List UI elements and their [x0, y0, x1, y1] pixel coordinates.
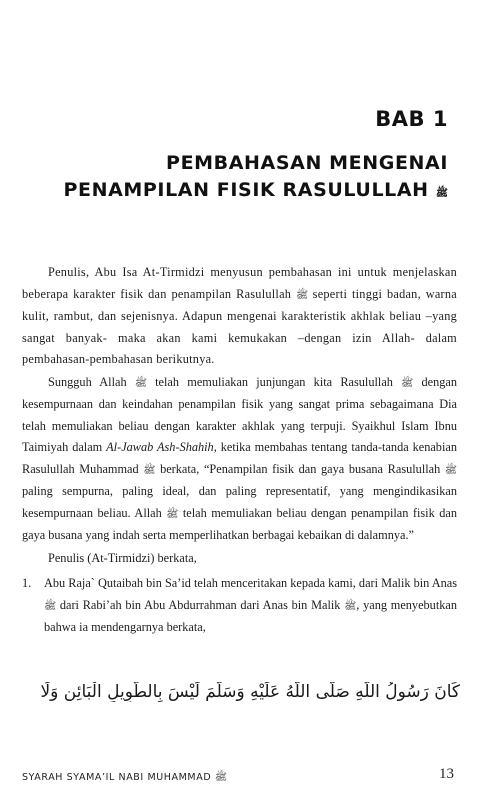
list-item-text-b: dari Rabi’ah bin Abu Abdurrahman dari Anas bin Malik: [56, 597, 341, 612]
paragraph-2-text-a: Sungguh Allah: [48, 374, 127, 389]
paragraph-2-text-e: berkata, “Penampilan fisik dan gaya busana Rasulullah: [155, 461, 441, 476]
chapter-title-line-2: [18, 177, 448, 207]
paragraph-1-text-a: Penulis, Abu Isa At-Tirmidzi menyusun pembahasan ini untuk menjelaskan beberapa karakter fisik dan penampilan Rasulullah: [22, 265, 457, 301]
paragraph-1: [22, 262, 457, 371]
list-item-number: 1.: [22, 576, 32, 590]
footer-book-title: [22, 771, 227, 785]
paragraph-2-text-f: paling sempurna, paling ideal, dan paling representatif, yang mengindikasikan kesempurnaan beliau. Allah: [22, 484, 457, 520]
chapter-label: BAB 1: [375, 107, 448, 131]
paragraph-2-text-g: telah memuliakan beliau dengan penampilan fisik dan gaya busana yang indah serta memperlihatkan berbagai kebaikan di dalamnya.”: [22, 505, 457, 542]
paragraph-2: [22, 372, 457, 547]
paragraph-2-text-c: dengan kesempurnaan dan keindahan penampilan fisik yang sangat prima sebagaimana Dia telah memuliakan beliau dengan karakter akhlak yang terpuji. Syaikhul Islam Ibnu Taimiyah dalam: [22, 374, 457, 454]
salawat-icon: ﷺ: [435, 188, 448, 199]
chapter-title: [18, 150, 448, 207]
salawat-icon: ﷺ: [134, 377, 147, 389]
list-item-text-a: Abu Raja` Qutaibah bin Sa’id telah menceritakan kepada kami, dari Malik bin Anas: [44, 576, 457, 590]
paragraph-3: Penulis (At-Tirmidzi) berkata,: [48, 550, 197, 565]
chapter-title-line-1: PEMBAHASAN MENGENAI: [166, 152, 448, 174]
salawat-icon: ﷺ: [214, 772, 227, 783]
salawat-icon: ﷺ: [444, 464, 458, 476]
book-title-italic: Al-Jawab Ash-Shahih,: [106, 440, 217, 454]
body-text: [22, 262, 457, 639]
salawat-icon: ﷺ: [296, 289, 309, 301]
salawat-icon: ﷺ: [344, 600, 357, 612]
arabic-hadith-text: كَانَ رَسُولُ اللَّهِ صَلَّى اللَّهُ عَلَيْهِ وَسَلَّمَ لَيْسَ بِالطَّوِيلِ الْبَائِنِ وَلَا: [40, 682, 460, 702]
salawat-icon: ﷺ: [401, 377, 414, 389]
salawat-icon: ﷺ: [166, 508, 179, 520]
page-number: 13: [439, 766, 454, 782]
salawat-icon: ﷺ: [143, 464, 156, 476]
paragraph-2-text-b: telah memuliakan junjungan kita Rasulullah: [146, 374, 393, 389]
paragraph-2-text-d: ketika membahas tentang tanda-tanda kenabian Rasulullah Muhammad: [22, 440, 457, 476]
list-item-text-c: , yang menyebutkan bahwa ia mendengarnya berkata,: [44, 597, 458, 634]
footer-book-title-text: SYARAH SYAMA’IL NABI MUHAMMAD: [22, 772, 212, 783]
list-item: [22, 573, 457, 639]
chapter-title-line-2-text: PENAMPILAN FISIK RASULULLAH: [63, 179, 429, 201]
paragraph-1-text-b: seperti tinggi badan, warna kulit, rambut, dan sejenisnya. Adapun mengenai karakteristik akhlak beliau –yang sangat banyak- maka akan kami kemukakan –dengan izin Allah- dalam pembahasan-pembahasan berikutnya.: [22, 286, 457, 366]
salawat-icon: ﷺ: [44, 600, 57, 612]
